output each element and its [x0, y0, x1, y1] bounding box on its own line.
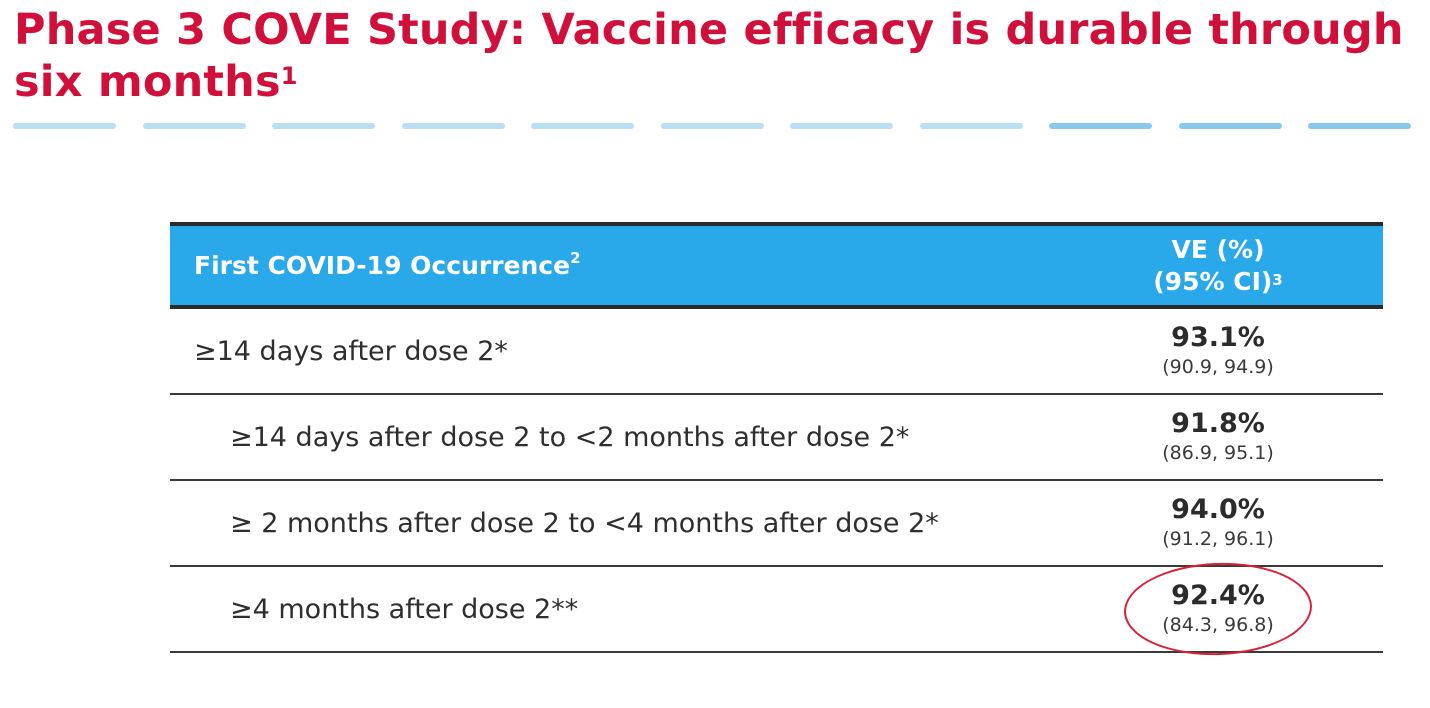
title-text: Phase 3 COVE Study: Vaccine efficacy is durable through six months: [14, 5, 1404, 107]
ci-value: (84.3, 96.8): [1162, 614, 1274, 636]
ci-value: (91.2, 96.1): [1162, 528, 1274, 550]
header-ci-line: [1053, 266, 1383, 298]
ci-value: (90.9, 94.9): [1162, 356, 1274, 378]
ve-cell: [1053, 480, 1383, 566]
divider-dash: [13, 123, 116, 129]
page-title: [14, 4, 1414, 108]
ve-value: 91.8%: [1171, 408, 1265, 439]
table-row: [170, 394, 1383, 480]
ve-value: 93.1%: [1171, 322, 1265, 353]
divider-dash: [531, 123, 634, 129]
row-label: ≥ 2 months after dose 2 to <4 months after dose 2*: [170, 480, 1053, 566]
header-ci-footnote: 3: [1272, 270, 1283, 289]
header-ve: [1053, 224, 1383, 307]
divider-dash: [1049, 123, 1152, 129]
divider-dash: [1308, 123, 1411, 129]
divider-dash: [143, 123, 246, 129]
divider-dash: [661, 123, 764, 129]
table-row: [170, 480, 1383, 566]
table-row: [170, 566, 1383, 652]
ve-cell: [1053, 307, 1383, 394]
divider-dash: [272, 123, 375, 129]
efficacy-table: [170, 222, 1383, 653]
header-occurrence-label: First COVID-19 Occurrence: [194, 251, 571, 280]
divider-dash: [920, 123, 1023, 129]
ve-cell: [1053, 394, 1383, 480]
table-row: [170, 307, 1383, 394]
divider-dash: [790, 123, 893, 129]
header-ve-label: VE (%): [1171, 234, 1265, 264]
ve-value: 94.0%: [1171, 494, 1265, 525]
header-occurrence-footnote: 2: [570, 249, 581, 267]
header-ci-label: (95% CI): [1153, 266, 1273, 296]
title-footnote: 1: [280, 62, 298, 90]
ve-value: 92.4%: [1171, 580, 1265, 611]
row-label: ≥14 days after dose 2 to <2 months after dose 2*: [170, 394, 1053, 480]
dashed-divider: [13, 123, 1411, 129]
table-header-row: [170, 224, 1383, 307]
ve-cell: [1053, 566, 1383, 652]
divider-dash: [402, 123, 505, 129]
row-label: ≥4 months after dose 2**: [170, 566, 1053, 652]
row-label: ≥14 days after dose 2*: [170, 307, 1053, 394]
ci-value: (86.9, 95.1): [1162, 442, 1274, 464]
divider-dash: [1179, 123, 1282, 129]
header-occurrence: [170, 224, 1053, 307]
